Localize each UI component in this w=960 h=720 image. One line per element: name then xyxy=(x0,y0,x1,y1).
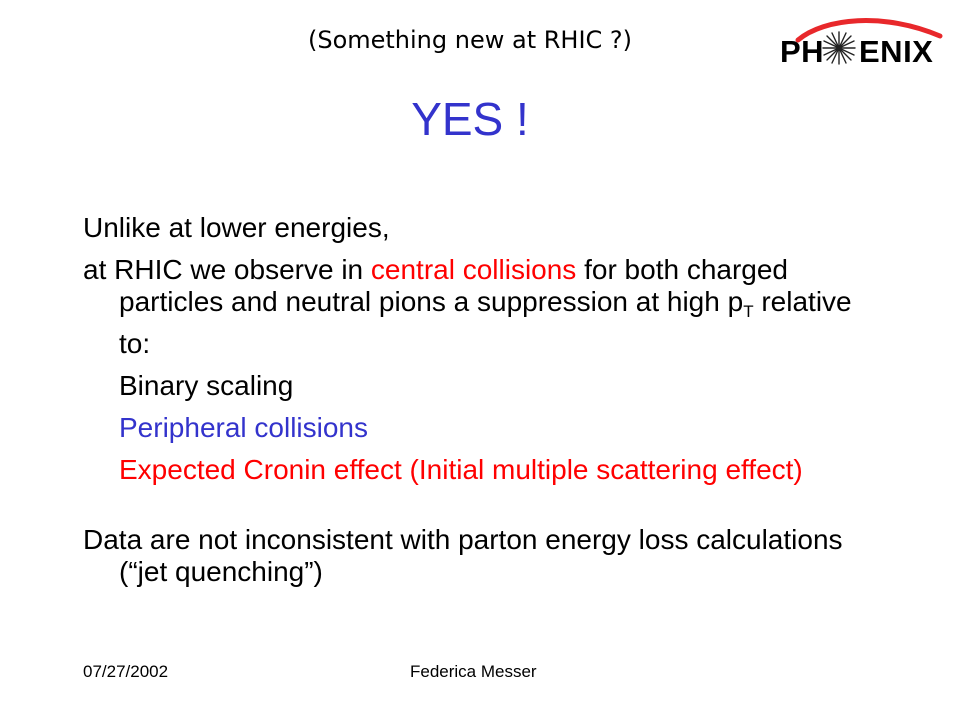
conclusion-text: Data are not inconsistent with parton energy loss calculations (“jet quenching”) xyxy=(83,524,843,587)
slide-title: YES ! xyxy=(411,93,529,145)
item-binary-scaling: Binary scaling xyxy=(119,370,294,401)
intro-text: Unlike at lower energies, xyxy=(83,212,390,243)
observation-part3: relative to: xyxy=(119,286,852,359)
footer-date: 07/27/2002 xyxy=(83,662,169,681)
logo-text-right: ENIX xyxy=(859,34,934,69)
footer-author: Federica Messer xyxy=(410,662,537,681)
observation-part2: for both charged particles and neutral pions a suppression at high p xyxy=(119,254,789,317)
slide-subtitle: (Something new at RHIC ?) xyxy=(307,26,633,54)
logo-text-left: PH xyxy=(780,34,825,69)
central-collisions-highlight: central collisions xyxy=(370,254,577,285)
slide-body xyxy=(83,212,883,598)
spacer xyxy=(83,496,883,524)
pt-subscript: T xyxy=(743,302,754,321)
item-cronin-effect: Expected Cronin effect (Initial multiple scattering effect) xyxy=(119,454,803,485)
starburst-icon xyxy=(820,28,858,68)
item-peripheral-collisions: Peripheral collisions xyxy=(119,412,369,443)
phenix-logo xyxy=(780,14,945,70)
observation-text xyxy=(83,254,883,360)
observation-part1: at RHIC we observe in xyxy=(83,254,371,285)
